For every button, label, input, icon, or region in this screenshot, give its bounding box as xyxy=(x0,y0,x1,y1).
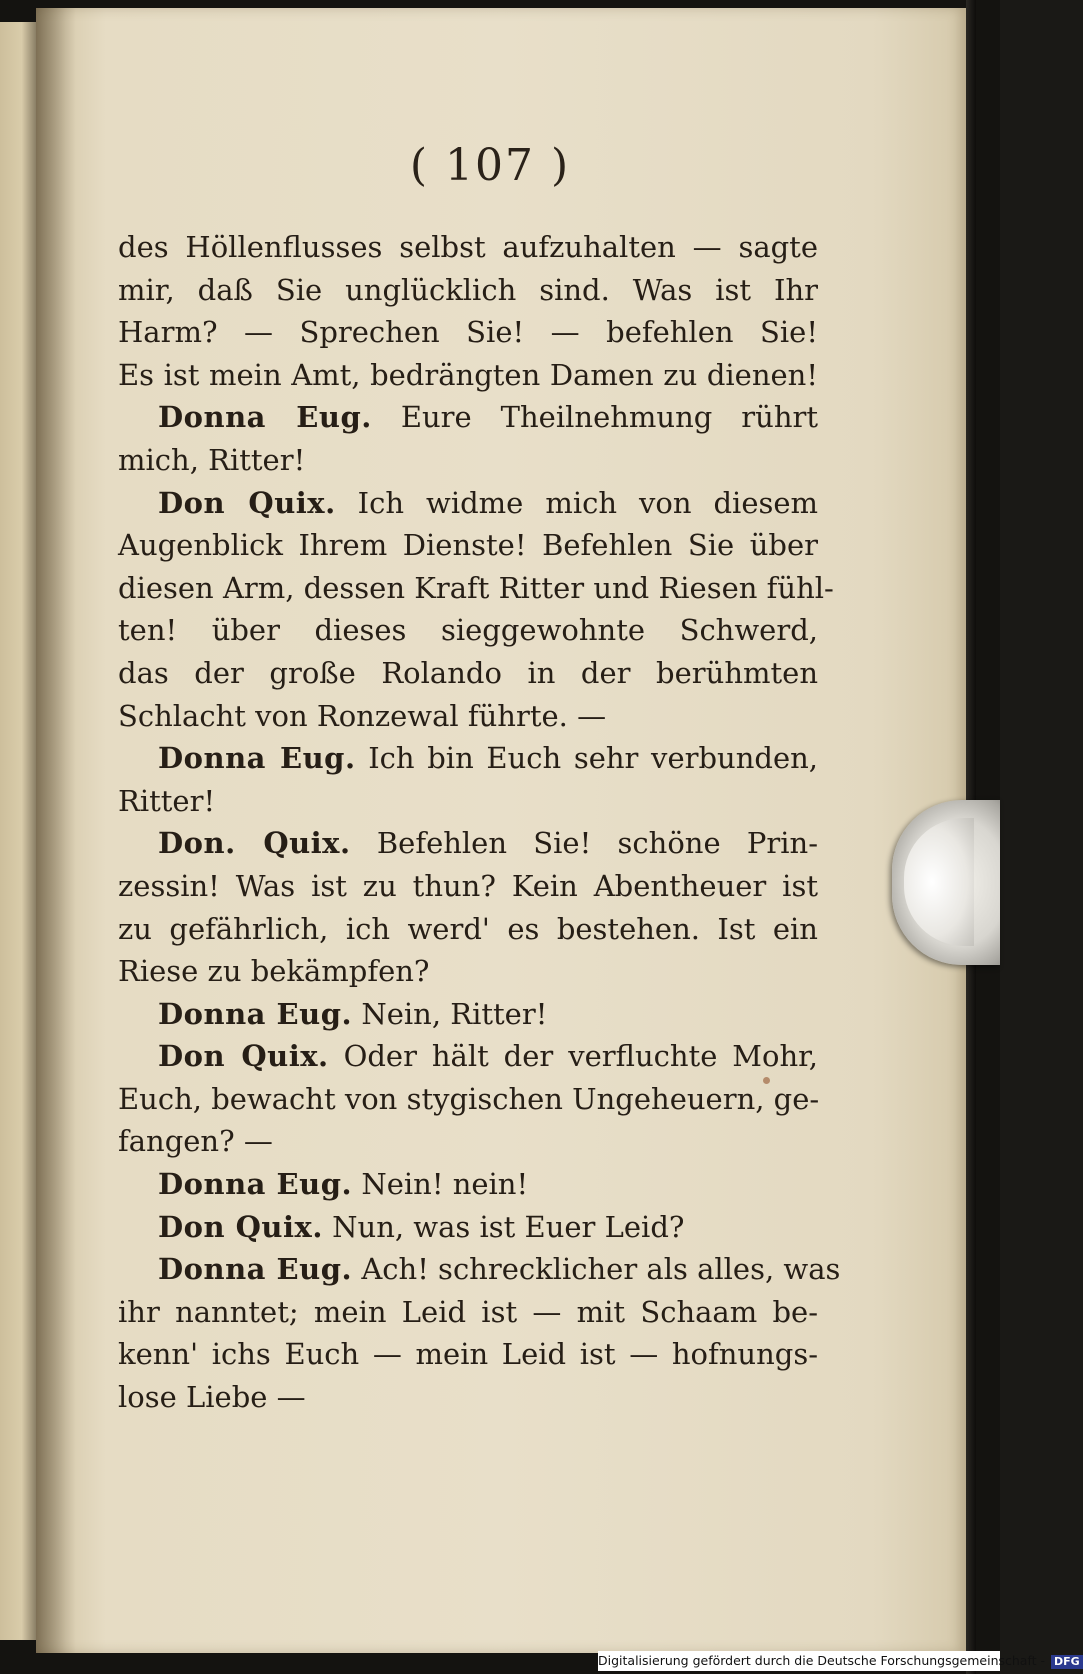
book-clip-highlight xyxy=(904,818,974,946)
speaker-name: Donna Eug. xyxy=(158,400,372,435)
speaker-name: Don Quix. xyxy=(158,1209,323,1244)
line-text: Ach! schrecklicher als alles, was xyxy=(361,1252,841,1287)
text-line xyxy=(118,865,818,908)
line-text: Ich widme mich von diesem xyxy=(357,485,819,520)
line-text: diesen Arm, dessen Kraft Ritter und Riesen fühl- xyxy=(118,570,834,605)
line-text: ihr nanntet; mein Leid ist — mit Schaam be- xyxy=(118,1294,818,1329)
line-text: Nein! nein! xyxy=(361,1167,529,1202)
speaker-name: Don. Quix. xyxy=(158,826,351,861)
page-text-body xyxy=(118,226,841,1419)
line-text: Oder hält der verfluchte Mohr, xyxy=(343,1039,819,1074)
text-line xyxy=(118,908,818,951)
text-line xyxy=(118,567,834,610)
text-line xyxy=(118,524,818,567)
text-line xyxy=(118,1120,818,1163)
speaker-name: Don Quix. xyxy=(158,1039,329,1074)
speaker-name: Donna Eug. xyxy=(158,996,353,1031)
digitization-credit xyxy=(598,1651,1080,1671)
text-line xyxy=(118,1333,818,1376)
text-line xyxy=(118,439,818,482)
line-text: zu gefährlich, ich werd' es bestehen. Ist ein xyxy=(118,911,818,946)
line-text: Nun, was ist Euer Leid? xyxy=(332,1209,685,1244)
line-text: mir, daß Sie unglücklich sind. Was ist Ihr xyxy=(118,272,818,307)
line-text: Schlacht von Ronzewal führte. — xyxy=(118,698,607,733)
speaker-name: Donna Eug. xyxy=(158,1252,353,1287)
speaker-name: Donna Eug. xyxy=(158,741,356,776)
text-line xyxy=(118,652,818,695)
facing-page-edge xyxy=(0,22,36,1640)
text-line xyxy=(118,482,818,525)
line-text: lose Liebe — xyxy=(118,1380,306,1415)
line-text: Befehlen Sie! schöne Prin- xyxy=(376,826,819,861)
text-line xyxy=(118,396,818,439)
text-line xyxy=(118,311,818,354)
text-line xyxy=(118,950,818,993)
text-line xyxy=(118,993,818,1036)
line-text: Harm? — Sprechen Sie! — befehlen Sie! xyxy=(118,315,818,350)
line-text: Ich bin Euch sehr verbunden, xyxy=(368,741,819,776)
text-line xyxy=(118,1078,818,1121)
book-clip xyxy=(892,800,1000,965)
line-text: Eure Theilnehmung rührt xyxy=(400,400,819,435)
line-text: Nein, Ritter! xyxy=(361,996,548,1031)
text-line xyxy=(118,269,818,312)
line-text: das der große Rolando in der berühmten xyxy=(118,655,818,690)
speaker-name: Don Quix. xyxy=(158,485,336,520)
line-text: Augenblick Ihrem Dienste! Befehlen Sie über xyxy=(118,528,818,563)
text-line xyxy=(118,609,818,652)
text-line xyxy=(118,1376,818,1419)
line-text: fangen? — xyxy=(118,1124,273,1159)
line-text: ten! über dieses sieggewohnte Schwerd, xyxy=(118,613,818,648)
text-line xyxy=(118,1163,818,1206)
text-line xyxy=(118,737,818,780)
text-line xyxy=(118,1248,841,1291)
text-line xyxy=(118,1291,818,1334)
text-line xyxy=(118,695,818,738)
text-line xyxy=(118,780,818,823)
page-number-header: ( 107 ) xyxy=(409,140,571,191)
text-line xyxy=(118,822,818,865)
dfg-logo-badge: DFG xyxy=(1051,1655,1083,1669)
line-text: mich, Ritter! xyxy=(118,442,306,477)
text-line xyxy=(118,1035,818,1078)
text-line xyxy=(118,1206,818,1249)
text-line xyxy=(118,226,818,269)
line-text: Euch, bewacht von stygischen Ungeheuern, ge- xyxy=(118,1081,820,1116)
line-text: Ritter! xyxy=(118,783,216,818)
credit-text: Digitalisierung gefördert durch die Deutsche Forschungsgemeinschaft - xyxy=(598,1653,1046,1668)
line-text: Es ist mein Amt, bedrängten Damen zu dienen! xyxy=(118,357,818,392)
line-text: des Höllenflusses selbst aufzuhalten — sagte xyxy=(118,230,818,264)
line-text: zessin! Was ist zu thun? Kein Abentheuer ist xyxy=(118,868,818,903)
line-text: kenn' ichs Euch — mein Leid ist — hofnungs- xyxy=(118,1337,818,1372)
line-text: Riese zu bekämpfen? xyxy=(118,954,430,989)
text-line xyxy=(118,354,818,397)
gutter-shadow xyxy=(36,8,76,1653)
speaker-name: Donna Eug. xyxy=(158,1167,353,1202)
